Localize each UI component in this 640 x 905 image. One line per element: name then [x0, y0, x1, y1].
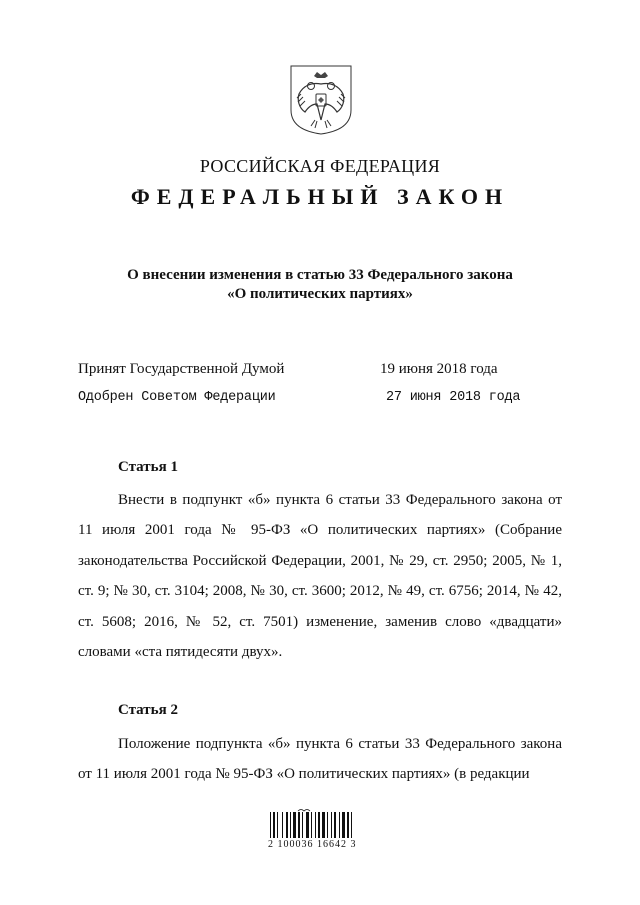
law-title-line-1: О внесении изменения в статью 33 Федерального закона — [127, 267, 513, 283]
council-label: Одобрен Советом Федерации — [78, 390, 276, 405]
barcode-icon — [268, 808, 376, 838]
article-1-heading: Статья 1 — [118, 459, 178, 475]
document-type: ФЕДЕРАЛЬНЫЙ ЗАКОН — [130, 184, 510, 209]
duma-date: 19 июня 2018 года — [380, 361, 498, 377]
law-title — [0, 266, 640, 304]
article-2-text: Положение подпункта «б» пункта 6 статьи 33 Федерального закона от 11 июля 2001 года № 95-ФЗ «О политических партиях» (в редакции — [78, 736, 562, 783]
document-barcode — [268, 808, 376, 850]
double-headed-eagle-icon — [289, 64, 353, 136]
coat-of-arms-emblem — [289, 64, 353, 136]
article-2-heading: Статья 2 — [118, 702, 178, 718]
article-1-text: Внести в подпункт «б» пункта 6 статьи 33 Федерального закона от 11 июля 2001 года № 95-ФЗ «О политических партиях» (Собрание законодательства Российской Федерации, 2001, № 29, ст. 2950; 2005, № 1, ст. 9; № 30, ст. 3104; 2008, № 30, ст. 3600; 2012, № 49, ст. 6756; 2014, № 42, ст. 5608; 2016, № 52, ст. 7501) изменение, заменив слово «двадцати» словами «ста пятидесяти двух». — [78, 492, 562, 661]
duma-label: Принят Государственной Думой — [78, 361, 285, 377]
council-date: 27 июня 2018 года — [386, 390, 521, 405]
country-name: РОССИЙСКАЯ ФЕДЕРАЦИЯ — [199, 156, 441, 176]
law-title-line-2: «О политических партиях» — [227, 286, 413, 302]
barcode-number: 2 100036 16642 3 — [268, 839, 357, 850]
